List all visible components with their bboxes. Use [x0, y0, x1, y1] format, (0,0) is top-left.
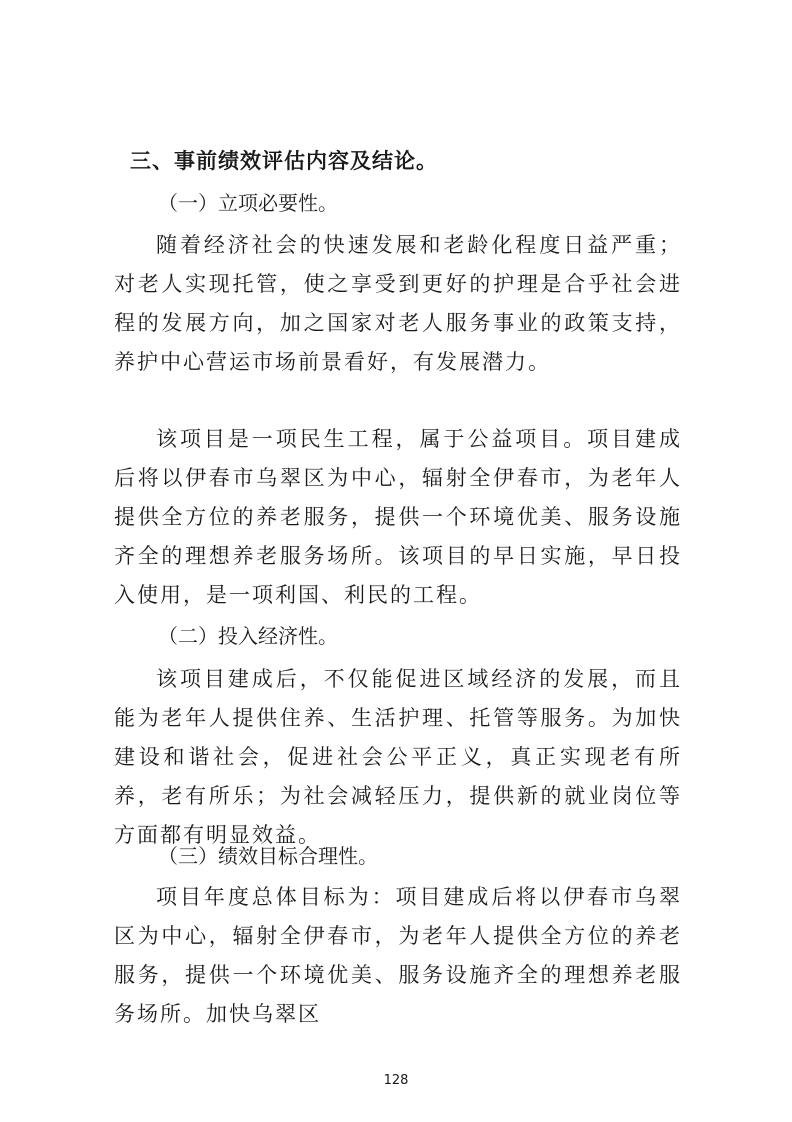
subsection-title-economy: （二）投入经济性。	[158, 624, 338, 648]
subsection-title-necessity: （一）立项必要性。	[158, 191, 338, 215]
paragraph-economy-1: 该项目建成后，不仅能促进区域经济的发展，而且能为老年人提供住养、生活护理、托管等服务。为加快建设和谐社会，促进社会公平正义，真正实现老有所养，老有所乐；为社会减轻压力，提供新的就业岗位等方面都有明显效益。	[114, 667, 682, 847]
subsection-title-performance: （三）绩效目标合理性。	[158, 844, 378, 868]
paragraph-necessity-1: 随着经济社会的快速发展和老龄化程度日益严重；对老人实现托管，使之享受到更好的护理是合乎社会进程的发展方向，加之国家对老人服务事业的政策支持，养护中心营运市场前景看好，有发展潜力。	[114, 233, 682, 374]
paragraph-necessity-2: 该项目是一项民生工程，属于公益项目。项目建成后将以伊春市乌翠区为中心，辐射全伊春市，为老年人提供全方位的养老服务，提供一个环境优美、服务设施齐全的理想养老服务场所。该项目的早日实施，早日投入使用，是一项利国、利民的工程。	[114, 427, 682, 607]
paragraph-performance-1: 项目年度总体目标为：项目建成后将以伊春市乌翠区为中心，辐射全伊春市，为老年人提供全方位的养老服务，提供一个环境优美、服务设施齐全的理想养老服务场所。加快乌翠区	[114, 885, 682, 1026]
section-heading: 三、事前绩效评估内容及结论。	[130, 149, 438, 173]
page-number: 128	[383, 1073, 409, 1088]
